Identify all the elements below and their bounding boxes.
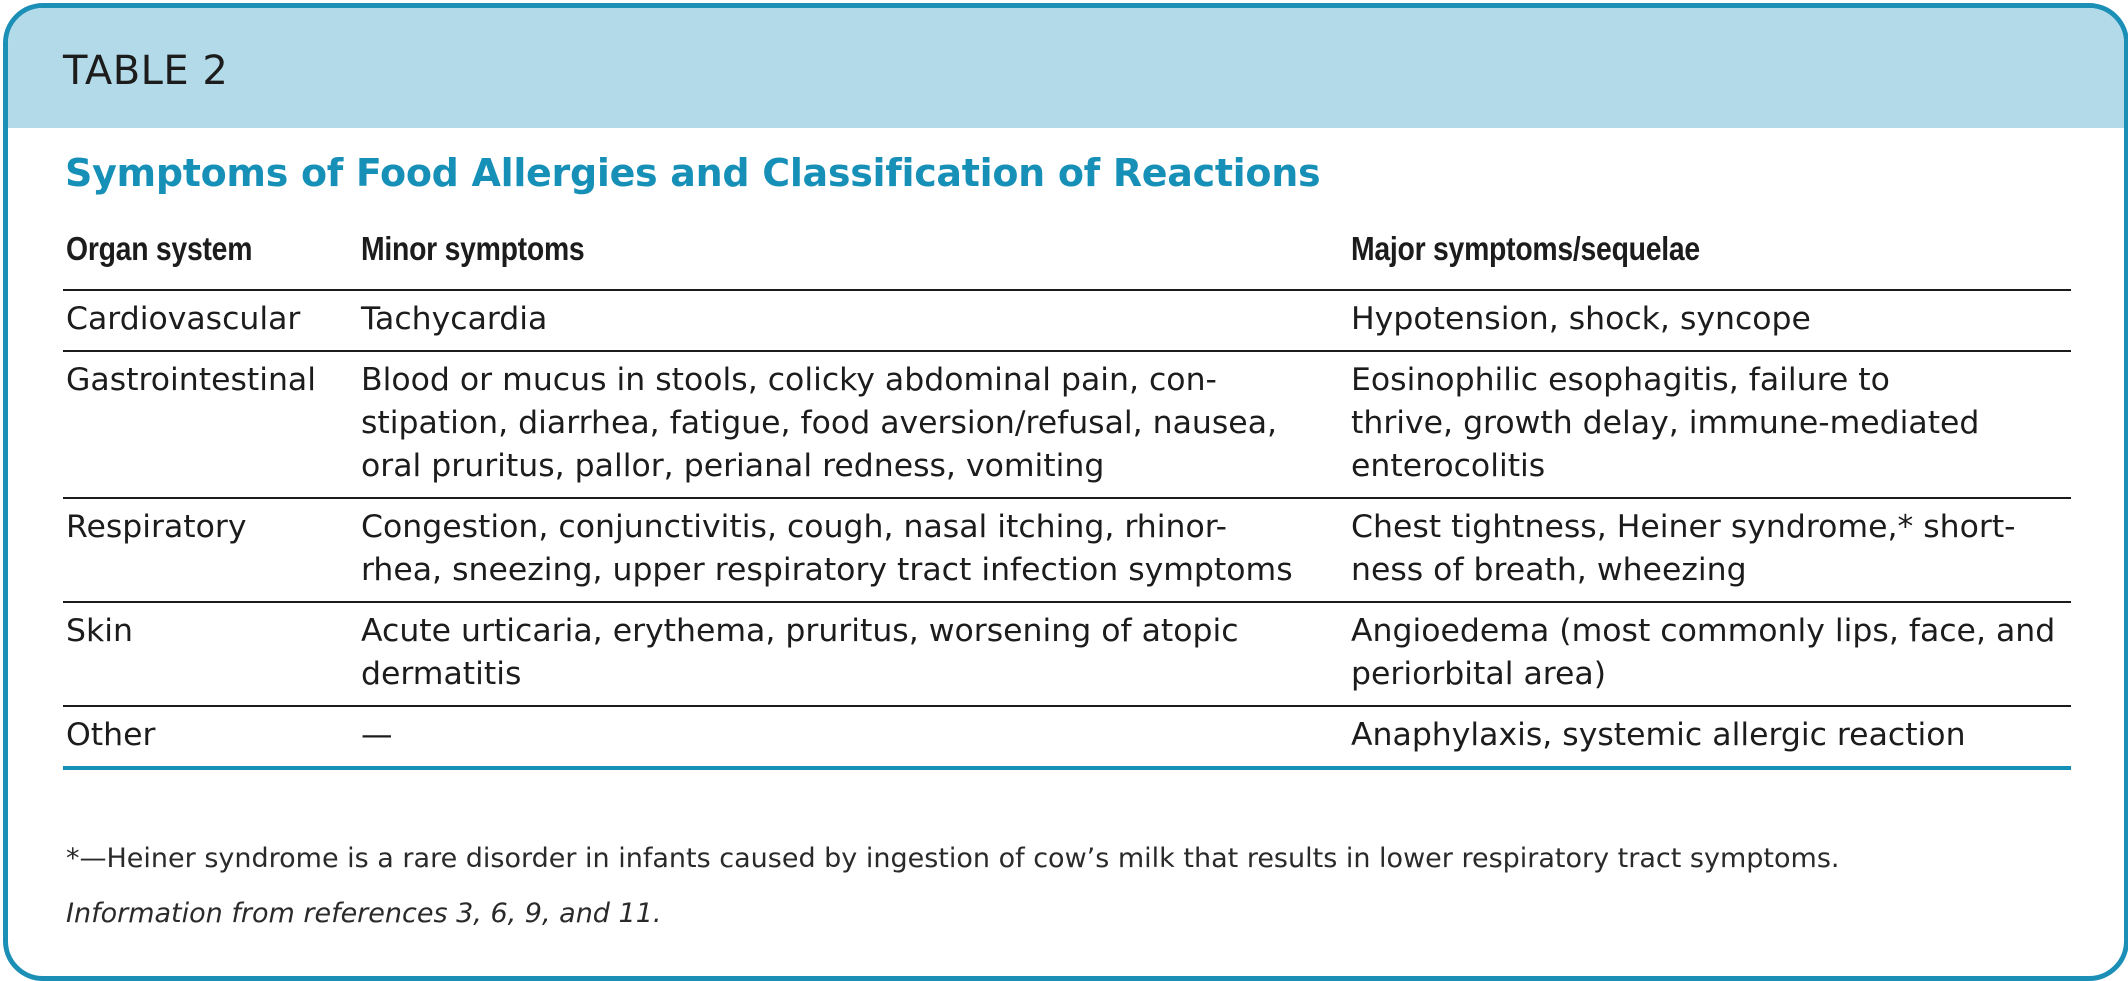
minor-symptoms-cell: — — [358, 706, 1348, 768]
organ-cell: Cardiovascular — [63, 290, 358, 351]
table-row — [63, 706, 2071, 768]
organ-cell: Skin — [63, 602, 358, 706]
minor-symptoms-cell: Acute urticaria, erythema, pruritus, worsening of atopic dermatitis — [358, 602, 1348, 706]
major-symptoms-cell: Angioedema (most commonly lips, face, and periorbital area) — [1348, 602, 2071, 706]
table-number-label: TABLE 2 — [63, 48, 229, 94]
column-header-major-symptoms: Major symptoms/sequelae — [1348, 218, 2071, 290]
table-header-row — [63, 218, 2071, 290]
source-note: Information from references 3, 6, 9, and 11. — [66, 898, 662, 929]
table-row — [63, 602, 2071, 706]
table-title: Symptoms of Food Allergies and Classification of Reactions — [65, 151, 1321, 195]
minor-symptoms-cell: Blood or mucus in stools, colicky abdominal pain, con- stipation, diarrhea, fatigue, food aversion/refusal, nausea, oral pruritus, pallor, perianal redness, vomiting — [358, 351, 1348, 498]
major-symptoms-cell: Eosinophilic esophagitis, failure to thrive, growth delay, immune-mediated enterocolitis — [1348, 351, 2071, 498]
column-header-organ-system: Organ system — [63, 218, 358, 290]
organ-cell: Gastrointestinal — [63, 351, 358, 498]
major-symptoms-cell: Hypotension, shock, syncope — [1348, 290, 2071, 351]
organ-cell: Other — [63, 706, 358, 768]
symptoms-table — [63, 218, 2071, 770]
minor-symptoms-cell: Tachycardia — [358, 290, 1348, 351]
table-row — [63, 290, 2071, 351]
table-row — [63, 351, 2071, 498]
organ-cell: Respiratory — [63, 498, 358, 602]
table-card — [3, 3, 2128, 981]
table-footnote: *—Heiner syndrome is a rare disorder in infants caused by ingestion of cow’s milk that results in lower respiratory tract symptoms. — [66, 843, 1840, 874]
major-symptoms-cell: Anaphylaxis, systemic allergic reaction — [1348, 706, 2071, 768]
major-symptoms-cell: Chest tightness, Heiner syndrome,* short- ness of breath, wheezing — [1348, 498, 2071, 602]
column-header-minor-symptoms: Minor symptoms — [358, 218, 1348, 290]
minor-symptoms-cell: Congestion, conjunctivitis, cough, nasal itching, rhinor- rhea, sneezing, upper respiratory tract infection symptoms — [358, 498, 1348, 602]
table-row — [63, 498, 2071, 602]
table-header-band — [8, 8, 2124, 128]
